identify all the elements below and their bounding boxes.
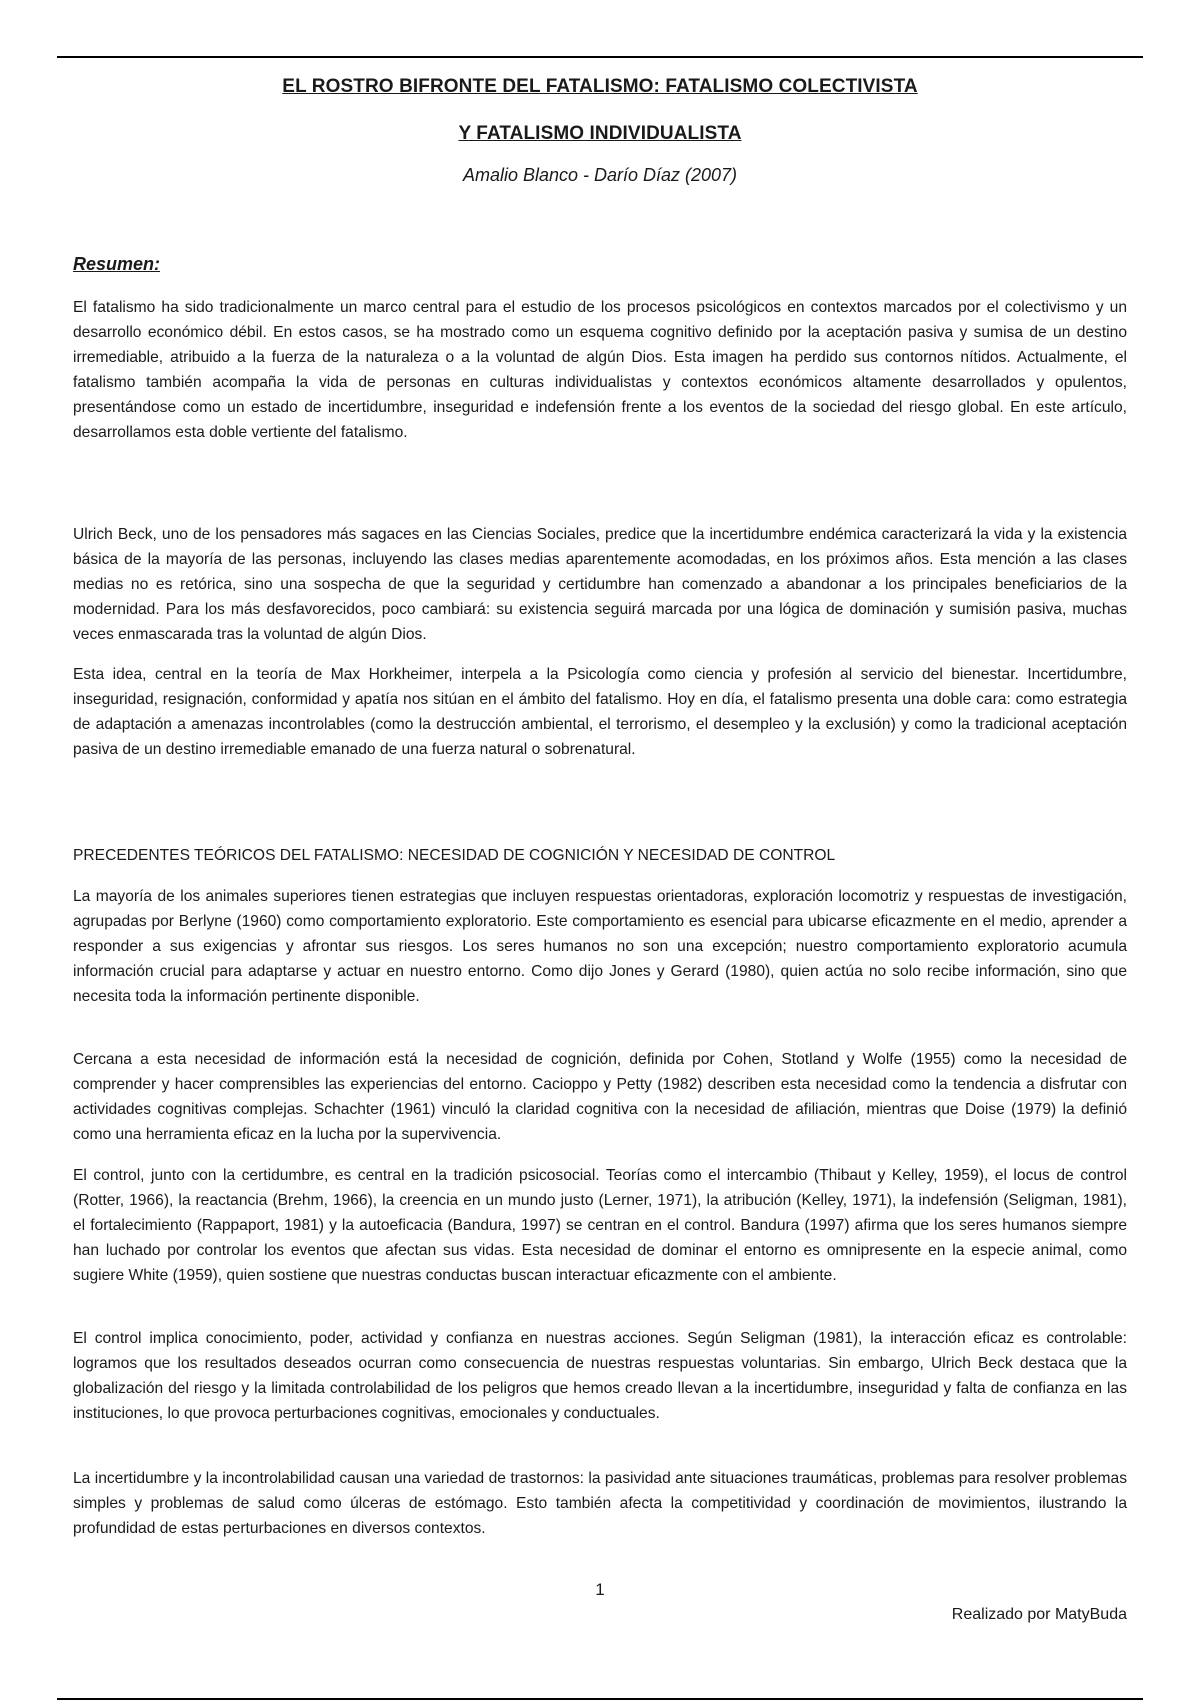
resumen-heading: Resumen:: [73, 254, 161, 274]
document-title-line-2: Y FATALISMO INDIVIDUALISTA: [458, 123, 742, 144]
intro-paragraph-2: Esta idea, central en la teoría de Max Horkheimer, interpela a la Psicología como ciencia y profesión al servicio del bienestar. Incertidumbre, inseguridad, resignación, conformidad y apatía nos sitúan en el ámbito del fatalismo. Hoy en día, el fatalismo presenta una doble cara: como estrategia de adaptación a amenazas incontrolables (como la destrucción ambiental, el terrorismo, el desempleo y la exclusión) y como la tradicional aceptación pasiva de un destino irremediable emanado de una fuerza natural o sobrenatural.: [73, 666, 1127, 758]
intro-paragraph-1: Ulrich Beck, uno de los pensadores más sagaces en las Ciencias Sociales, predice que la incertidumbre endémica caracterizará la vida y la existencia básica de la mayoría de las personas, incluyendo las clases medias aparentemente acomodadas, en los próximos años. Esta mención a las clases medias no es retórica, sino una sospecha de que la seguridad y certidumbre han comenzado a abandonar a los principales beneficiarios de la modernidad. Para los más desfavorecidos, poco cambiará: su existencia seguirá marcada por una lógica de dominación y sumisión pasiva, muchas veces enmascarada tras la voluntad de algún Dios.: [73, 526, 1127, 643]
document-authors: Amalio Blanco - Darío Díaz (2007): [462, 165, 738, 185]
resumen-paragraph: El fatalismo ha sido tradicionalmente un marco central para el estudio de los procesos psicológicos en contextos marcados por el colectivismo y un desarrollo económico débil. En estos casos, se ha mostrado como un esquema cognitivo definido por la aceptación pasiva y sumisa de un destino irremediable, atribuido a la fuerza de la naturaleza o a la voluntad de algún Dios. Esta imagen ha perdido sus contornos nítidos. Actualmente, el fatalismo también acompaña la vida de personas en culturas individualistas y contextos económicos altamente desarrollados y opulentos, presentándose como un estado de incertidumbre, inseguridad e indefensión frente a los eventos de la sociedad del riesgo global. En este artículo, desarrollamos esta doble vertiente del fatalismo.: [73, 299, 1127, 441]
footer-credit: Realizado por MatyBuda: [951, 1606, 1127, 1623]
section-paragraph-2: Cercana a esta necesidad de información está la necesidad de cognición, definida por Cohen, Stotland y Wolfe (1955) como la necesidad de comprender y hacer comprensibles las experiencias del entorno. Cacioppo y Petty (1982) describen esta necesidad como la tendencia a disfrutar con actividades cognitivas complejas. Schachter (1961) vinculó la claridad cognitiva con la necesidad de afiliación, mientras que Doise (1979) la definió como una herramienta eficaz en la lucha por la supervivencia.: [73, 1051, 1127, 1143]
section-paragraph-1: La mayoría de los animales superiores tienen estrategias que incluyen respuestas orientadoras, exploración locomotriz y respuestas de investigación, agrupadas por Berlyne (1960) como comportamiento exploratorio. Este comportamiento es esencial para ubicarse eficazmente en el medio, aprender a responder a sus exigencias y afrontar sus riesgos. Los seres humanos no son una excepción; nuestro comportamiento exploratorio acumula información crucial para adaptarse y actuar en nuestro entorno. Como dijo Jones y Gerard (1980), quien actúa no solo recibe información, sino que necesita toda la información pertinente disponible.: [73, 888, 1127, 1005]
section-heading: PRECEDENTES TEÓRICOS DEL FATALISMO: NECESIDAD DE COGNICIÓN Y NECESIDAD DE CONTROL: [73, 847, 836, 864]
section-paragraph-5: La incertidumbre y la incontrolabilidad causan una variedad de trastornos: la pasividad ante situaciones traumáticas, problemas para resolver problemas simples y problemas de salud como úlceras de estómago. Esto también afecta la competitividad y coordinación de movimientos, ilustrando la profundidad de estas perturbaciones en diversos contextos.: [73, 1470, 1127, 1537]
section-paragraph-4: El control implica conocimiento, poder, actividad y confianza en nuestras acciones. Según Seligman (1981), la interacción eficaz es controlable: logramos que los resultados deseados ocurran como consecuencia de nuestras respuestas voluntarias. Sin embargo, Ulrich Beck destaca que la globalización del riesgo y la limitada controlabilidad de los peligros que hemos creado llevan a la incertidumbre, inseguridad y falta de confianza en las instituciones, lo que provoca perturbaciones cognitivas, emocionales y conductuales.: [73, 1330, 1127, 1422]
section-paragraph-3: El control, junto con la certidumbre, es central en la tradición psicosocial. Teorías como el intercambio (Thibaut y Kelley, 1959), el locus de control (Rotter, 1966), la reactancia (Brehm, 1966), la creencia en un mundo justo (Lerner, 1971), la atribución (Kelley, 1971), la indefensión (Seligman, 1981), el fortalecimiento (Rappaport, 1981) y la autoeficacia (Bandura, 1997) se centran en el control. Bandura (1997) afirma que los seres humanos siempre han luchado por controlar los eventos que afectan sus vidas. Esta necesidad de dominar el entorno es omnipresente en la especie animal, como sugiere White (1959), quien sostiene que nuestras conductas buscan interactuar eficazmente con el ambiente.: [73, 1167, 1127, 1284]
top-rule: [57, 56, 1143, 58]
page-number: 1: [595, 1580, 605, 1599]
document-title-line-1: EL ROSTRO BIFRONTE DEL FATALISMO: FATALISMO COLECTIVISTA: [282, 76, 918, 97]
